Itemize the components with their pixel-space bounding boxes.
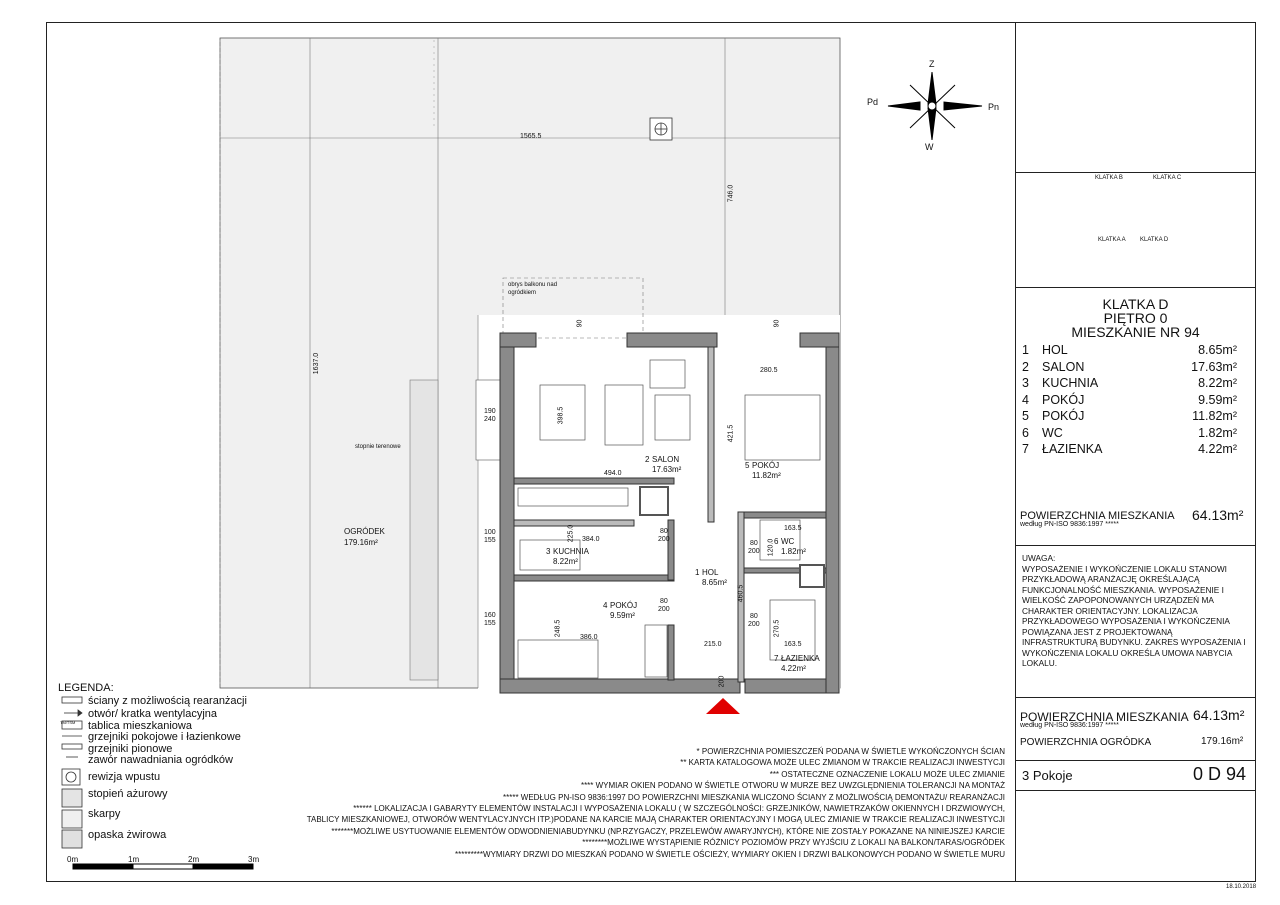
balcony-outline-label: obrys balkonu nad ogródkiem [508, 282, 558, 296]
divider [1015, 172, 1256, 173]
keyplan-label: KLATKA C [1153, 175, 1182, 181]
room-number: 1 [695, 568, 700, 577]
dim: 200 [658, 606, 670, 613]
dim: 225.0 [567, 524, 575, 543]
room-number: 2 [645, 455, 650, 464]
dim: 100 [484, 529, 496, 536]
room-area: 4.22m² [781, 664, 806, 673]
footnote: *********WYMIARY DRZWI DO MIESZKAŃ PODANO W ŚWIETLE OŚCIEŻY, WYMIARY OKIEN I DRZWI BALKONOWYCH PODANO W ŚWIETLE MURU [455, 849, 1005, 859]
room-area: 8.65m² [1198, 343, 1237, 357]
compass-n: Z [929, 59, 935, 69]
dim: 270.5 [773, 619, 781, 638]
footnote: ****** LOKALIZACJA I GABARYTY ELEMENTÓW INSTALACJI I WYPOSAŻENIA LOKALU ( W SZCZEGÓLNOŚCI: GRZEJNIKÓW, NAWIETRZAKÓW OKIENNYCH I DRZWIOWYCH, [353, 804, 1005, 813]
keyplan-label: KLATKA B [1095, 175, 1123, 181]
scale-label: 2m [188, 855, 200, 864]
date: 18.10.2018 [1226, 884, 1257, 890]
legend-item: ściany z możliwością rearanżacji [88, 695, 247, 707]
room-number: 2 [1022, 359, 1029, 374]
area-label: POWIERZCHNIA MIESZKANIA [1020, 510, 1175, 522]
footnote: *** OSTATECZNE OZNACZENIE LOKALU MOŻE ULEC ZMIANIE [769, 769, 1005, 779]
room-name: KUCHNIA [553, 547, 590, 556]
floor-label: PIĘTRO 0 [1103, 310, 1168, 326]
dim: 90 [576, 319, 584, 328]
dim: 248.5 [554, 619, 562, 638]
room-area: 17.63m² [1191, 359, 1237, 374]
dim: 280.5 [760, 367, 778, 374]
notice-title: UWAGA: [1022, 553, 1056, 563]
legend-item: grzejniki pokojowe i łazienkowe [88, 731, 241, 743]
room-number: 4 [603, 601, 608, 610]
dim: 163.5 [784, 525, 802, 532]
dim: 386.0 [580, 634, 598, 641]
room-number: 7 [774, 654, 779, 663]
compass-e: Pn [988, 102, 1000, 112]
room-name: HOL [702, 568, 719, 577]
legend-title: LEGENDA: [58, 682, 114, 694]
dim: 80 [660, 598, 668, 605]
room-name: POKÓJ [610, 601, 638, 610]
dim: 90 [773, 319, 781, 328]
room-name: WC [1042, 425, 1063, 440]
room-area: 1.82m² [1198, 425, 1237, 440]
dim: 120.0 [767, 538, 775, 557]
room-area: 11.82m² [752, 471, 781, 480]
garden-area-label: POWIERZCHNIA OGRÓDKA [1020, 737, 1152, 748]
room-name: ŁAZIENKA [781, 654, 820, 663]
room-name: POKÓJ [752, 461, 780, 470]
divider [1015, 697, 1256, 698]
keyplan-label: KLATKA A [1098, 237, 1126, 243]
room-number: 5 [1022, 409, 1029, 423]
dim: 1565.5 [520, 133, 542, 140]
legend-tm: TM/TSM [60, 720, 76, 725]
stair-label: KLATKA D [1102, 296, 1169, 312]
room-number: 3 [1022, 376, 1029, 390]
room-row [1022, 442, 1237, 456]
compass-icon [888, 72, 982, 140]
room-number: 6 [1022, 425, 1029, 440]
dim: 384.0 [582, 536, 600, 543]
room-row [1022, 393, 1237, 407]
room-number: 7 [1022, 442, 1029, 456]
dim: 190 240 [484, 408, 496, 423]
room-row [1022, 426, 1237, 440]
drain-inspection-icon [650, 118, 672, 140]
room-name: WC [781, 537, 795, 546]
apartment-label: MIESZKANIE NR 94 [1071, 324, 1200, 340]
room-name: SALON [1042, 359, 1085, 374]
entrance-arrow-icon [706, 698, 740, 714]
room-area: 8.22m² [553, 557, 578, 566]
room-name: SALON [652, 455, 680, 464]
dim: 80 [750, 613, 758, 620]
garden-area: 179.16m² [344, 538, 378, 547]
legend-item: tablica mieszkaniowa [88, 720, 192, 732]
room-row [1022, 376, 1237, 390]
dim: 421.5 [727, 424, 735, 443]
keyplan-label: KLATKA D [1140, 237, 1169, 243]
dim: 200 [748, 548, 760, 555]
dim: 155 [484, 620, 496, 627]
dim: 80 [660, 528, 668, 535]
room-name: HOL [1042, 343, 1068, 357]
dim: 200 [748, 621, 760, 628]
dim: 200 [658, 536, 670, 543]
room-row [1022, 360, 1237, 374]
room-area: 8.65m² [702, 578, 727, 587]
footnote: *******MOŻLIWE USYTUOWANIE ELEMENTÓW ODWODNIENIABUDYNKU (NP.RZYGACZY, PRZELEWÓW AWARYJNYCH), KTÓRE NIE ZOSTAŁY POKAZANE NA NINIEJSZEJ KARCIE [331, 826, 1005, 836]
room-row [1022, 343, 1237, 357]
dim: 746.0 [727, 184, 735, 203]
scale-label: 3m [248, 855, 260, 864]
footnote: TABLICY MIESZKANIOWEJ, OTWORÓW WENTYLACYJNYCH ITP.)PODANE NA KARCIE MAJĄ CHARAKTER ORIENTACYJNY I MOGĄ ULEC ZMIANIE W TRAKCIE REALIZACJI INWESTYCJI [306, 815, 1005, 825]
legend-item: zawór nawadniania ogródków [88, 754, 233, 766]
dim: 160 [484, 612, 496, 619]
compass-s: W [925, 142, 934, 152]
room-area: 11.82m² [1192, 409, 1237, 423]
apartment-code: 0 D 94 [1193, 764, 1247, 784]
room-area: 9.59m² [610, 611, 635, 620]
garden-name: OGRÓDEK [344, 527, 385, 536]
area-value: 64.13m² [1193, 707, 1245, 723]
dim: 494.0 [604, 470, 622, 477]
legend-item: rewizja wpustu [88, 771, 161, 783]
divider [1015, 545, 1256, 546]
room-number: 1 [1022, 343, 1029, 357]
scale-bar [73, 864, 253, 869]
header-title [1015, 297, 1256, 339]
area-standard: według PN-ISO 9836:1997 ***** [1020, 521, 1119, 528]
room-name: ŁAZIENKA [1042, 442, 1103, 456]
room-number: 3 [546, 547, 551, 556]
room-number: 4 [1022, 392, 1029, 407]
room-area: 4.22m² [1198, 442, 1237, 456]
compass-w: Pd [867, 97, 879, 107]
dim: 215.0 [704, 641, 722, 648]
footnote: ***** WEDŁUG PN-ISO 9836:1997 DO POWIERZCHNI MIESZKANIA WLICZONO ŚCIANY Z MOŻLIWOŚCIĄ DEMONTAŻU/ REARANŻACJI [502, 792, 1005, 802]
area-value: 64.13m² [1192, 507, 1244, 523]
room-name: POKÓJ [1042, 409, 1085, 423]
garden-area-value: 179.16m² [1201, 736, 1244, 747]
legend-item: opaska żwirowa [88, 829, 167, 841]
footnote: **** WYMIAR OKIEN PODANO W ŚWIETLE OTWORU W MURZE BEZ UWZGLĘDNIENIA TOLERANCJI NA MONTAŻ [580, 781, 1005, 791]
legend-item: skarpy [88, 808, 121, 820]
footnote: ** KARTA KATALOGOWA MOŻE ULEC ZMIANOM W TRAKCIE REALIZACJI INWESTYCJI [680, 758, 1005, 768]
legend-item: stopień ażurowy [88, 788, 168, 800]
scale-label: 1m [128, 855, 140, 864]
dim: 80 [750, 540, 758, 547]
dim: 398.5 [557, 406, 565, 425]
scale-label: 0m [67, 855, 79, 864]
room-area: 8.22m² [1198, 376, 1237, 390]
room-row [1022, 409, 1237, 423]
room-area: 17.63m² [652, 465, 682, 474]
dim: 1637.0 [313, 352, 321, 375]
legend-item: grzejniki pionowe [88, 743, 173, 755]
room-name: POKÓJ [1042, 392, 1085, 407]
room-area: 1.82m² [781, 547, 806, 556]
footnote: * POWIERZCHNIA POMIESZCZEŃ PODANA W ŚWIETLE WYKOŃCZONYCH ŚCIAN [696, 747, 1005, 756]
dim: 200 [718, 675, 726, 688]
divider [1015, 287, 1256, 288]
footnote: ********MOŻLIWE WYSTĄPIENIE RÓŻNICY POZIOMÓW PRZY WYJŚCIU Z LOKALI NA BALKON/TARAS/OGRÓDEK [582, 838, 1005, 848]
dim: 460.5 [737, 584, 745, 603]
notice-text: WYPOSAŻENIE I WYKOŃCZENIE LOKALU STANOWI PRZYKŁADOWĄ ARANŻACJĘ OKREŚLAJĄCĄ FUNKCJONALNOŚĆ MIESZKANIA. WYPOSAŻENIE I WIELKOŚĆ ZAPOPONOWANYCH URZĄDZEŃ MA CHARAKTER ORIENTACYJNY. LOKALIZACJA PRZYKŁADOWEGO WYPOSAŻENIA I WYKOŃCZENIA POWIĄZANA JEST Z PROJEKTOWANĄ INFRASTRUKTURĄ BUDYNKU. ZAKRES WYPOSAŻENIA I WYKOŃCZENIA LOKALU OKREŚLA UMOWA NABYCIA LOKALU. [1022, 563, 1246, 668]
room-area: 9.59m² [1198, 392, 1237, 407]
rooms-count: 3 Pokoje [1022, 768, 1073, 783]
room-number: 6 [774, 537, 779, 546]
divider [1015, 790, 1256, 791]
divider [1015, 760, 1256, 761]
room-name: KUCHNIA [1042, 376, 1099, 390]
dim: 163.5 [784, 641, 802, 648]
dim: 155 [484, 537, 496, 544]
area-label: POWIERZCHNIA MIESZKANIA [1020, 710, 1189, 724]
terrain-steps-label: stopnie terenowe [355, 444, 401, 450]
notice-box [1022, 553, 1248, 669]
area-standard: według PN-ISO 9836:1997 ***** [1020, 722, 1119, 729]
room-number: 5 [745, 461, 750, 470]
legend-item: otwór/ kratka wentylacyjna [88, 708, 217, 720]
